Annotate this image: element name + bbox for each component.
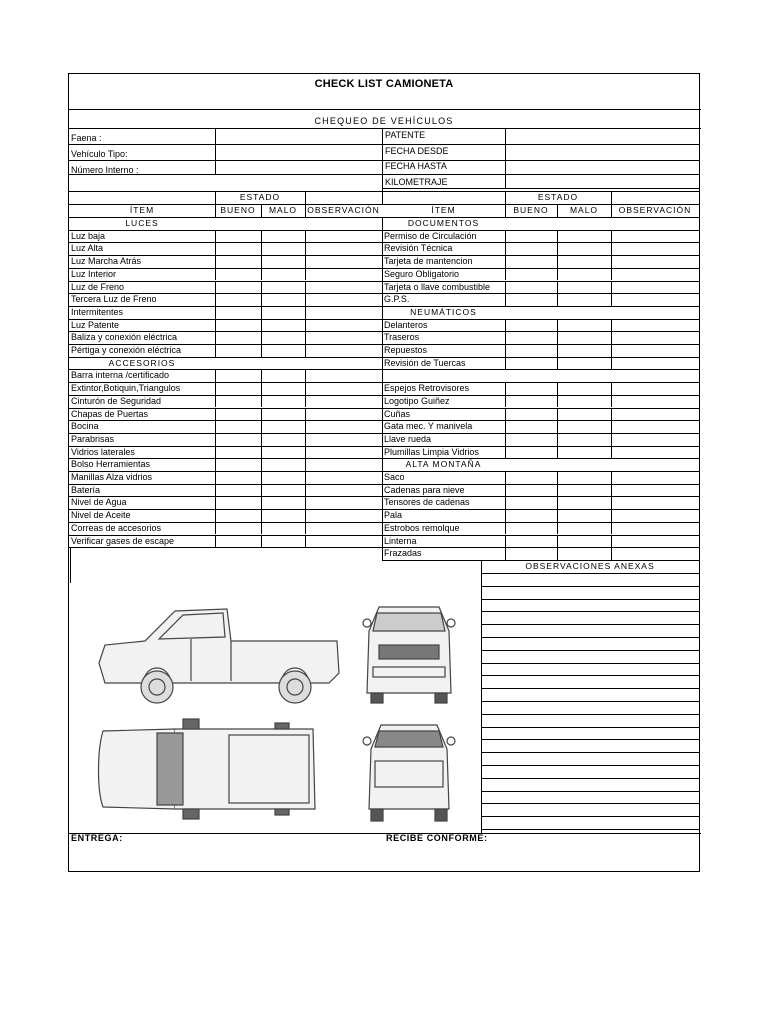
left-col-line: [215, 408, 216, 421]
observaciones-border: [481, 560, 482, 833]
column-header-observacion: OBSERVACIÓN: [307, 205, 380, 215]
center-divider: [382, 217, 383, 560]
left-col-line: [305, 522, 306, 535]
right-col-line: [611, 420, 612, 433]
right-col-line: [611, 395, 612, 408]
right-col-line: [505, 395, 506, 408]
right-col-line: [611, 535, 612, 548]
left-col-line: [215, 433, 216, 446]
right-col-line: [505, 446, 506, 459]
right-col-line: [505, 433, 506, 446]
left-item-label: Luz Patente: [71, 319, 120, 330]
left-col-line: [261, 471, 262, 484]
truck-side-view: [99, 609, 339, 703]
observaciones-line: [481, 675, 699, 676]
right-col-line: [505, 230, 506, 243]
left-col-line: [215, 306, 216, 319]
left-col-line: [215, 319, 216, 332]
right-col-line: [611, 230, 612, 243]
observaciones-line: [481, 701, 699, 702]
left-col-line: [261, 535, 262, 548]
left-item-label: Parabrisas: [71, 433, 115, 444]
header-right-label: FECHA HASTA: [385, 161, 447, 171]
left-row-line: [69, 547, 382, 548]
right-col-line: [557, 433, 558, 446]
observaciones-line: [481, 752, 699, 753]
left-item-label: Tercera Luz de Freno: [71, 294, 157, 305]
header-left-label: Faena :: [71, 133, 102, 143]
right-col-line: [557, 446, 558, 459]
left-row-line: [69, 484, 382, 485]
right-section-header: DOCUMENTOS: [407, 218, 480, 228]
observaciones-line: [481, 624, 699, 625]
left-col-line: [215, 242, 216, 255]
left-item-label: Verificar gases de escape: [71, 535, 175, 546]
observaciones-line: [481, 739, 699, 740]
observaciones-line: [481, 586, 699, 587]
right-item-label: G.P.S.: [384, 294, 410, 305]
right-col-line: [557, 255, 558, 268]
right-row-line: [382, 319, 699, 320]
header-right-label: FECHA DESDE: [385, 145, 449, 156]
header-left-label: Número Interno :: [71, 165, 139, 175]
right-item-label: Permiso de Circulación: [384, 230, 477, 241]
left-col-line: [215, 484, 216, 497]
right-col-line: [611, 496, 612, 509]
right-col-line: [611, 433, 612, 446]
right-col-line: [557, 331, 558, 344]
left-col-line: [215, 230, 216, 243]
right-item-label: Plumillas Limpia Vidrios: [384, 446, 479, 457]
right-col-line: [611, 319, 612, 332]
right-item-label: Estrobos remolque: [384, 522, 460, 533]
right-col-line: [611, 331, 612, 344]
left-col-line: [305, 509, 306, 522]
right-col-line: [505, 268, 506, 281]
left-col-line: [305, 331, 306, 344]
right-col-line: [611, 357, 612, 370]
right-col-line: [557, 319, 558, 332]
vehicle-diagram: [87, 601, 479, 829]
left-col-line: [215, 281, 216, 294]
left-col-line: [305, 369, 306, 382]
left-item-label: Vidrios laterales: [71, 446, 135, 457]
right-item-label: Traseros: [384, 332, 420, 343]
title-divider: [69, 109, 701, 110]
right-item-label: Repuestos: [384, 345, 428, 355]
left-item-label: Bocina: [71, 421, 99, 432]
left-col-line: [261, 331, 262, 344]
right-col-line: [505, 522, 506, 535]
left-row-line: [69, 242, 382, 243]
observaciones-line: [481, 803, 699, 804]
left-col-line: [215, 458, 216, 471]
left-row-line: [69, 433, 382, 434]
left-col-line: [215, 522, 216, 535]
observaciones-line: [481, 650, 699, 651]
observaciones-line: [481, 816, 699, 817]
left-col-line: [305, 496, 306, 509]
left-col-line: [261, 446, 262, 459]
right-col-line: [611, 484, 612, 497]
left-col-line: [215, 509, 216, 522]
right-col-line: [611, 408, 612, 421]
left-item-label: Extintor,Botiquin,Triangulos: [71, 383, 181, 394]
left-item-label: Luz Alta: [71, 243, 104, 254]
left-col-line: [261, 433, 262, 446]
left-col-line: [305, 344, 306, 357]
left-col-line: [305, 319, 306, 332]
right-col-line: [505, 547, 506, 560]
left-col-line: [305, 242, 306, 255]
observaciones-line: [481, 727, 699, 728]
right-col-line: [611, 281, 612, 294]
right-col-line: [611, 547, 612, 560]
left-item-label: Cinturón de Seguridad: [71, 395, 162, 406]
observaciones-line: [481, 714, 699, 715]
left-item-label: Bolso Herramientas: [71, 459, 151, 470]
left-item-label: Manillas Alza vidrios: [71, 472, 153, 482]
left-item-label: Nivel de Aceite: [71, 510, 131, 521]
left-item-label: Intermitentes: [71, 306, 124, 317]
right-col-line: [557, 344, 558, 357]
left-col-line: [261, 509, 262, 522]
right-item-label: Seguro Obligatorio: [384, 268, 460, 279]
right-row-line: [382, 331, 699, 332]
observaciones-line: [481, 765, 699, 766]
right-col-line: [557, 281, 558, 294]
right-col-line: [557, 293, 558, 306]
column-header-bueno: BUENO: [220, 205, 256, 215]
checklist-form: [68, 73, 700, 872]
left-col-line: [305, 281, 306, 294]
column-header-malo: MALO: [569, 205, 599, 215]
form-subtitle: CHEQUEO DE VEHÍCULOS: [314, 116, 454, 126]
right-col-line: [505, 357, 506, 370]
observaciones-line: [481, 573, 699, 574]
left-col-line: [261, 420, 262, 433]
right-item-label: Revisión Técnica: [384, 243, 453, 254]
right-row-line: [382, 293, 699, 294]
left-item-label: Pértiga y conexión eléctrica: [71, 345, 182, 355]
left-col-line: [305, 458, 306, 471]
header-row-line: [69, 128, 699, 129]
left-col-line: [305, 395, 306, 408]
right-col-line: [505, 420, 506, 433]
right-item-label: Logotipo Guiñez: [384, 395, 450, 406]
header-col-line: [505, 128, 506, 188]
right-row-line: [382, 344, 699, 345]
left-col-line: [215, 471, 216, 484]
left-col-line: [215, 382, 216, 395]
right-col-line: [557, 509, 558, 522]
right-item-label: Frazadas: [384, 548, 422, 559]
right-col-line: [557, 408, 558, 421]
right-col-line: [611, 382, 612, 395]
header-row-line: [69, 160, 699, 161]
left-row-line: [69, 420, 382, 421]
left-col-line: [305, 408, 306, 421]
left-col-line: [261, 306, 262, 319]
right-item-label: Tarjeta o llave combustible: [384, 281, 491, 292]
right-col-line: [505, 293, 506, 306]
column-header-item: ÍTEM: [431, 205, 456, 215]
left-col-line: [261, 458, 262, 471]
left-item-label: Correas de accesorios: [71, 522, 162, 533]
right-col-line: [611, 242, 612, 255]
right-col-line: [505, 484, 506, 497]
observaciones-line: [481, 637, 699, 638]
left-col-line: [261, 281, 262, 294]
right-col-line: [557, 357, 558, 370]
left-col-line: [305, 293, 306, 306]
left-col-line: [261, 230, 262, 243]
right-col-line: [611, 509, 612, 522]
right-col-line: [557, 268, 558, 281]
right-col-line: [505, 382, 506, 395]
left-section-header: ACCESORIOS: [108, 357, 176, 368]
right-col-line: [557, 230, 558, 243]
left-col-line: [261, 255, 262, 268]
left-col-line: [261, 344, 262, 357]
observaciones-line: [481, 663, 699, 664]
left-col-line: [305, 420, 306, 433]
left-col-line: [305, 484, 306, 497]
left-col-line: [261, 293, 262, 306]
right-col-line: [557, 471, 558, 484]
right-row-line: [382, 369, 699, 370]
right-col-line: [505, 319, 506, 332]
footer-divider: [69, 833, 701, 834]
right-item-label: Saco: [384, 472, 405, 482]
left-item-label: Nivel de Agua: [71, 497, 127, 508]
right-col-line: [611, 268, 612, 281]
right-item-label: Espejos Retrovisores: [384, 383, 470, 394]
observaciones-line: [481, 778, 699, 779]
left-col-line: [305, 382, 306, 395]
left-col-line: [215, 268, 216, 281]
right-item-label: Llave rueda: [384, 433, 432, 444]
right-row-line: [382, 509, 699, 510]
observaciones-line: [481, 829, 699, 830]
right-col-line: [557, 535, 558, 548]
left-item-label: Chapas de Puertas: [71, 408, 149, 419]
right-item-label: Cuñas: [384, 408, 411, 419]
recibe-conforme-label: RECIBE CONFORME:: [386, 833, 488, 843]
left-item-label: Luz Marcha Atrás: [71, 256, 142, 267]
header-row-line: [69, 144, 699, 145]
left-col-line: [215, 535, 216, 548]
left-col-line: [305, 230, 306, 243]
right-col-line: [611, 255, 612, 268]
column-header-item: ÍTEM: [129, 205, 155, 215]
right-col-line: [557, 242, 558, 255]
right-col-line: [505, 535, 506, 548]
left-col-line: [215, 344, 216, 357]
right-col-line: [505, 281, 506, 294]
left-col-line: [215, 420, 216, 433]
left-col-line: [261, 369, 262, 382]
left-col-line: [261, 408, 262, 421]
left-col-line: [215, 293, 216, 306]
header-row-line: [69, 174, 699, 175]
header-col-line: [382, 128, 383, 204]
truck-front-view: [363, 607, 455, 703]
left-col-line: [305, 535, 306, 548]
left-col-line: [261, 484, 262, 497]
left-col-line: [215, 369, 216, 382]
right-col-line: [611, 344, 612, 357]
right-item-label: Revisión de Tuercas: [384, 357, 466, 368]
observaciones-line: [481, 688, 699, 689]
right-col-line: [611, 293, 612, 306]
left-section-header: LUCES: [125, 218, 159, 228]
right-col-line: [611, 471, 612, 484]
right-row-line: [382, 471, 699, 472]
left-item-label: Luz baja: [71, 230, 106, 241]
left-col-line: [261, 268, 262, 281]
right-item-label: Delanteros: [384, 319, 428, 330]
right-item-label: Tensores de cadenas: [384, 497, 470, 508]
right-col-line: [505, 242, 506, 255]
observaciones-line: [481, 599, 699, 600]
right-row-line: [382, 408, 699, 409]
estado-header-left: ESTADO: [239, 192, 281, 202]
right-col-line: [557, 496, 558, 509]
left-col-line: [261, 522, 262, 535]
right-item-label: Pala: [384, 510, 403, 521]
left-item-label: Batería: [71, 484, 101, 495]
left-col-line: [305, 268, 306, 281]
column-header-malo: MALO: [268, 205, 298, 215]
left-item-label: Luz Interior: [71, 268, 117, 279]
left-col-line: [215, 331, 216, 344]
estado-header-right: ESTADO: [537, 192, 579, 202]
left-col-line: [261, 242, 262, 255]
form-title: CHECK LIST CAMIONETA: [314, 78, 454, 90]
right-section-header: NEUMÁTICOS: [410, 306, 477, 317]
left-col-line: [261, 496, 262, 509]
right-col-line: [557, 382, 558, 395]
left-col-line: [305, 306, 306, 319]
left-col-line: [215, 496, 216, 509]
header-col-line: [215, 128, 216, 174]
left-item-label: Baliza y conexión eléctrica: [71, 332, 178, 343]
right-row-line: [382, 547, 699, 548]
right-item-label: Gata mec. Y manivela: [384, 421, 473, 432]
header-row-line: [382, 188, 699, 189]
right-item-label: Tarjeta de mantencion: [384, 256, 473, 267]
left-col-line: [215, 255, 216, 268]
right-col-line: [505, 344, 506, 357]
right-col-line: [557, 522, 558, 535]
column-header-observacion: OBSERVACIÓN: [618, 205, 692, 215]
left-col-line: [261, 319, 262, 332]
right-item-label: Cadenas para nieve: [384, 484, 465, 495]
right-col-line: [505, 331, 506, 344]
right-col-line: [505, 509, 506, 522]
right-col-line: [505, 496, 506, 509]
right-col-line: [557, 420, 558, 433]
left-row-line: [69, 230, 382, 231]
left-item-label: Barra interna /certificado: [71, 370, 170, 381]
entrega-label: ENTREGA:: [71, 833, 123, 843]
right-col-line: [505, 471, 506, 484]
left-item-label: Luz de Freno: [71, 281, 125, 292]
left-edge-line: [70, 547, 71, 583]
right-col-line: [611, 446, 612, 459]
observaciones-line: [481, 791, 699, 792]
right-col-line: [505, 408, 506, 421]
right-col-line: [611, 522, 612, 535]
left-col-line: [215, 446, 216, 459]
header-left-label: Vehículo Tipo:: [71, 149, 128, 159]
right-section-header: ALTA MONTAÑA: [405, 459, 482, 470]
right-row-line: [382, 535, 699, 536]
left-col-line: [261, 382, 262, 395]
truck-top-view: [99, 719, 316, 819]
left-col-line: [215, 395, 216, 408]
observaciones-title: OBSERVACIONES ANEXAS: [525, 560, 655, 571]
left-col-line: [305, 471, 306, 484]
header-right-label: PATENTE: [385, 130, 426, 140]
left-col-line: [305, 446, 306, 459]
truck-rear-view: [363, 725, 455, 821]
left-col-line: [261, 395, 262, 408]
observaciones-line: [481, 611, 699, 612]
right-col-line: [557, 395, 558, 408]
right-item-label: Linterna: [384, 535, 417, 546]
left-col-line: [305, 255, 306, 268]
right-col-line: [557, 484, 558, 497]
column-header-bueno: BUENO: [513, 205, 549, 215]
right-col-line: [557, 547, 558, 560]
left-col-line: [305, 433, 306, 446]
right-col-line: [505, 255, 506, 268]
header-right-label: KILOMETRAJE: [385, 176, 448, 187]
